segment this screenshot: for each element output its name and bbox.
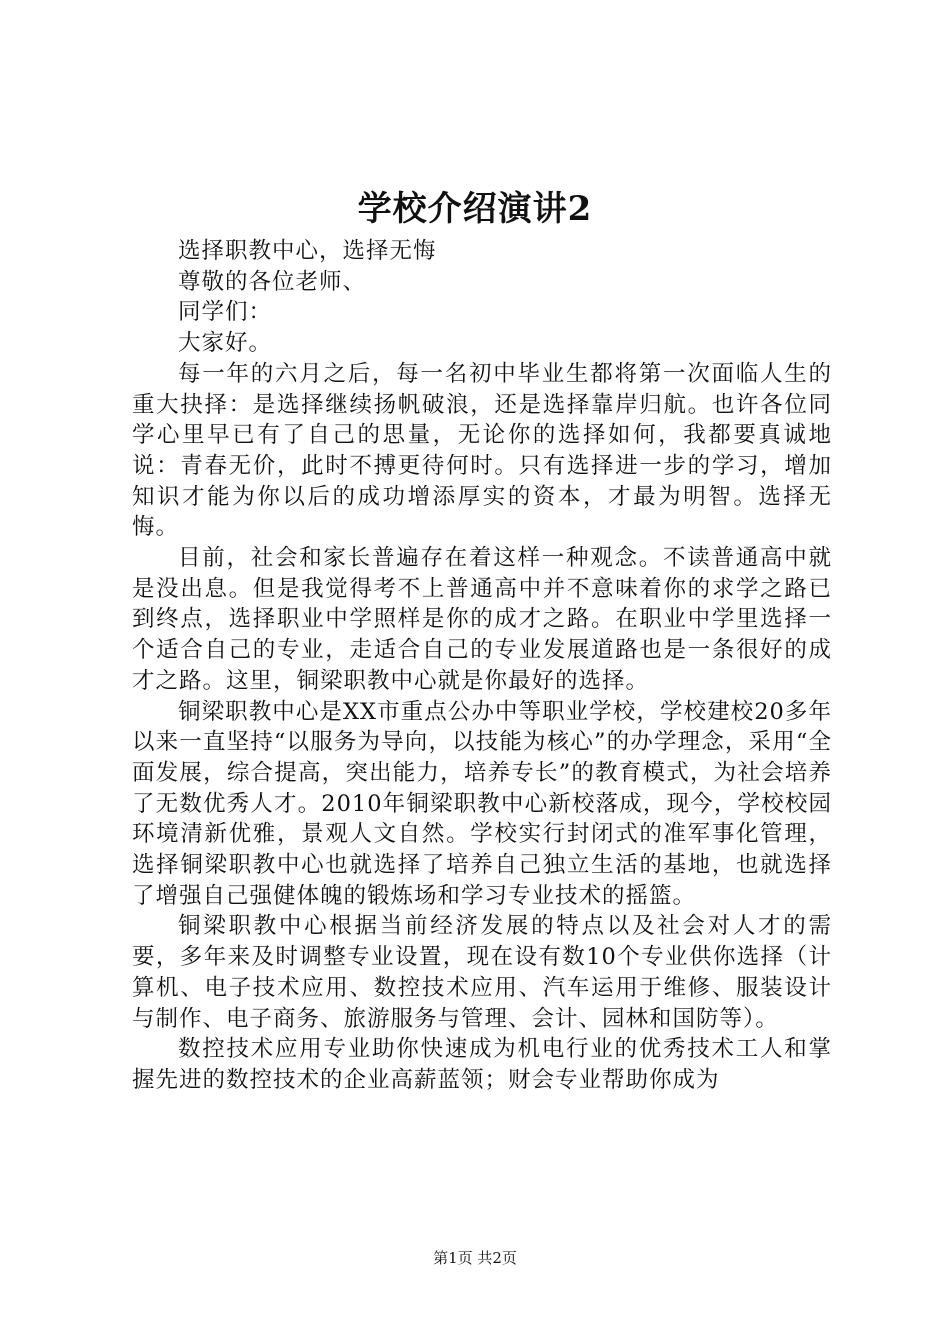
paragraph-8: 铜梁职教中心根据当前经济发展的特点以及社会对人才的需要，多年来及时调整专业设置，现在设有数10个专业供你选择（计算机、电子技术应用、数控技术应用、汽车运用于维修、服装设计与制作、电子商务、旅游服务与管理、会计、园林和国防等）。 <box>132 913 832 1032</box>
document-body <box>132 236 832 1096</box>
paragraph-1: 选择职教中心，选择无悔 <box>178 238 437 264</box>
page-footer: 第1页 共2页 <box>433 1249 517 1267</box>
paragraph-2: 尊敬的各位老师、 <box>178 268 367 295</box>
document-title: 学校介绍演讲2 <box>357 189 593 229</box>
paragraph-7: 铜梁职教中心是XX市重点公办中等职业学校，学校建校20多年以来一直坚持“以服务为导向，以技能为核心”的办学理念，采用“全面发展，综合提高，突出能力，培养专长”的教育模式，为社会培养了无数优秀人才。2010年铜梁职教中心新校落成，现今，学校校园环境清新优雅，景观人文自然。学校实行封闭式的准军事化管理，选择铜梁职教中心也就选择了培养自己独立生活的基地，也就选择了增强自己强健体魄的锻炼场和学习专业技术的摇篮。 <box>132 698 832 909</box>
paragraph-3: 同学们： <box>178 299 273 326</box>
paragraph-9: 数控技术应用专业助你快速成为机电行业的优秀技术工人和掌握先进的数控技术的企业高薪蓝领；财会专业帮助你成为 <box>132 1036 832 1093</box>
paragraph-5: 每一年的六月之后，每一名初中毕业生都将第一次面临人生的重大抉择：是选择继续扬帆破浪，还是选择靠岸归航。也许各位同学心里早已有了自己的思量，无论你的选择如何，我都要真诚地说：青春无价，此时不搏更待何时。只有选择进一步的学习，增加知识才能为你以后的成功增添厚实的资本，才最为明智。选择无悔。 <box>132 360 832 541</box>
paragraph-6: 目前，社会和家长普遍存在着这样一种观念。不读普通高中就是没出息。但是我觉得考不上普通高中并不意味着你的求学之路已到终点，选择职业中学照样是你的成才之路。在职业中学里选择一个适合自己的专业，走适合自己的专业发展道路也是一条很好的成才之路。这里，铜梁职教中心就是你最好的选择。 <box>132 545 832 694</box>
paragraph-4: 大家好。 <box>178 330 273 357</box>
